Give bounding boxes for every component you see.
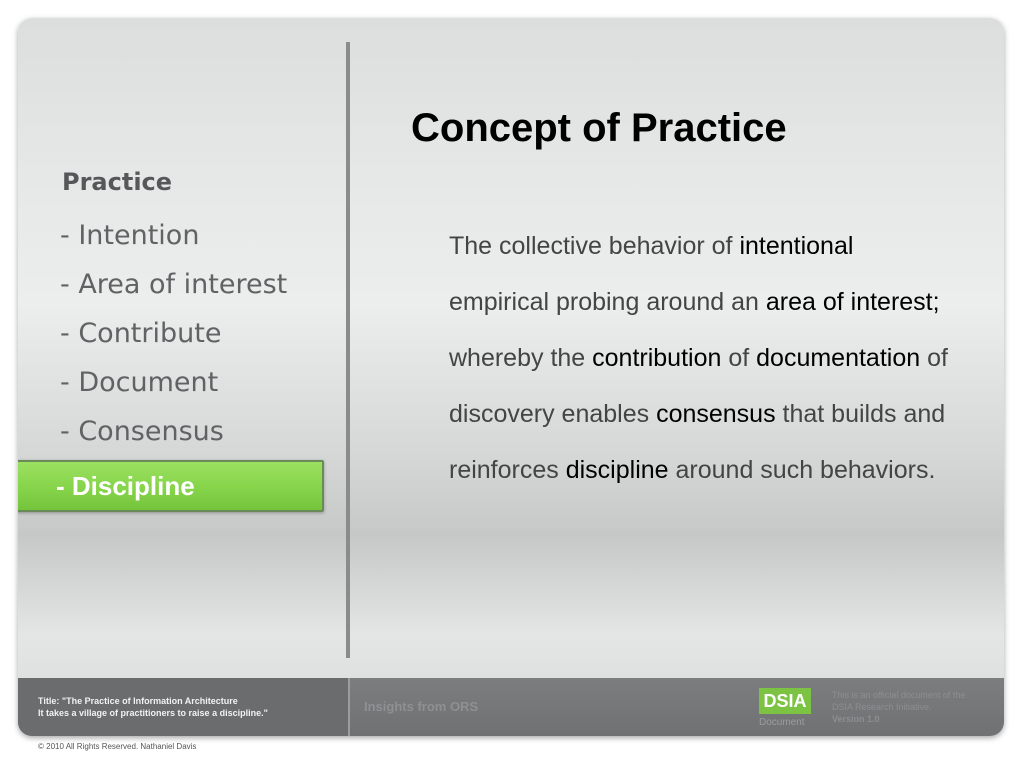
page-title: Concept of Practice bbox=[411, 106, 787, 150]
sidebar-item-contribute[interactable]: - Contribute bbox=[60, 318, 222, 349]
sidebar-item-document[interactable]: - Document bbox=[60, 367, 219, 398]
keyword-area-of-interest: area of interest; bbox=[765, 288, 940, 316]
concept-paragraph bbox=[449, 218, 959, 498]
paragraph-text: of bbox=[721, 344, 757, 372]
sidebar-list bbox=[60, 218, 287, 463]
sidebar-title: Practice bbox=[62, 168, 173, 196]
sidebar-item-consensus[interactable]: - Consensus bbox=[60, 416, 224, 447]
footer-official-notice bbox=[832, 689, 1002, 725]
footer-title-panel bbox=[18, 678, 350, 736]
paragraph-text: of discovery enables bbox=[449, 344, 948, 428]
paragraph-text: that builds and reinforces bbox=[449, 400, 946, 484]
sidebar-item-area-of-interest[interactable]: - Area of interest bbox=[60, 269, 288, 300]
vertical-divider bbox=[346, 42, 350, 658]
official-line-2: DSIA Research Initiative. bbox=[832, 702, 932, 712]
footer-title-line-2: It takes a village of practitioners to raise a discipline." bbox=[38, 708, 268, 718]
copyright-notice: © 2010 All Rights Reserved. Nathaniel Davis bbox=[38, 742, 197, 751]
dsia-document-caption: Document bbox=[759, 717, 805, 728]
paragraph-text: empirical probing around an bbox=[449, 288, 766, 316]
paragraph-text: around such behaviors. bbox=[668, 456, 936, 484]
footer-title-line-1: Title: "The Practice of Information Architecture bbox=[38, 696, 238, 706]
keyword-contribution: contribution bbox=[592, 344, 722, 372]
paragraph-text: The collective behavior of bbox=[449, 232, 740, 260]
sidebar-active-label: - Discipline bbox=[56, 471, 195, 501]
sidebar-item-intention[interactable]: - Intention bbox=[60, 220, 200, 251]
version-label: Version 1.0 bbox=[832, 714, 880, 724]
footer-insights: Insights from ORS bbox=[364, 699, 479, 714]
slide bbox=[18, 18, 1004, 736]
official-line-1: This is an official document of the bbox=[832, 690, 966, 700]
sidebar-item-discipline-active[interactable] bbox=[18, 460, 324, 512]
keyword-documentation: documentation bbox=[756, 344, 921, 372]
footer-title bbox=[38, 695, 268, 719]
paragraph-text: whereby the bbox=[449, 344, 593, 372]
keyword-discipline: discipline bbox=[565, 456, 669, 484]
keyword-intentional: intentional bbox=[739, 232, 854, 260]
footer-bar bbox=[18, 678, 1004, 736]
dsia-logo-badge: DSIA bbox=[759, 688, 811, 714]
keyword-consensus: consensus bbox=[656, 400, 776, 428]
